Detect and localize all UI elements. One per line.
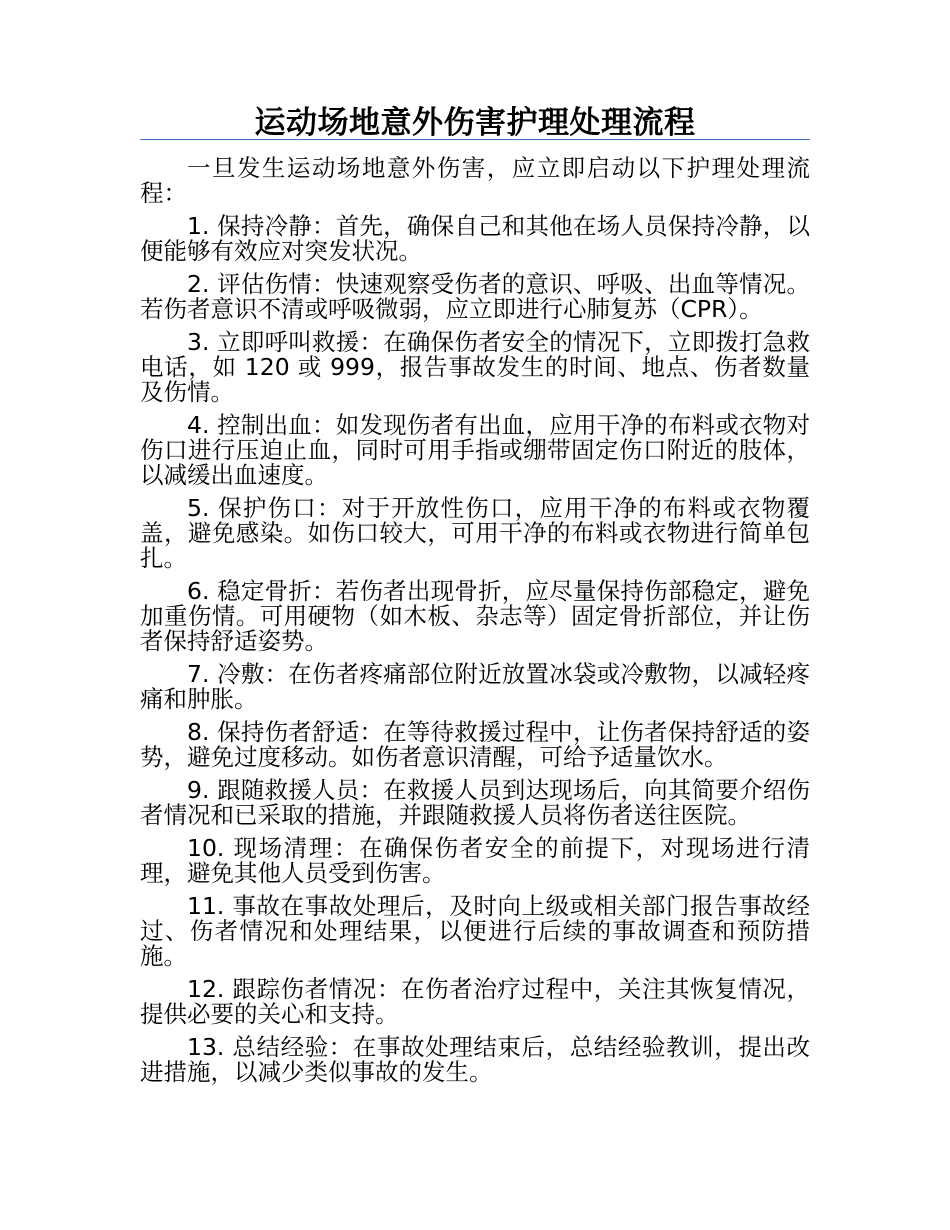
step-8-paragraph: 8. 保持伤者舒适：在等待救援过程中，让伤者保持舒适的姿势，避免过度移动。如伤者意识清醒，可给予适量饮水。 bbox=[140, 718, 810, 771]
step-10-paragraph: 10. 现场清理：在确保伤者安全的前提下，对现场进行清理，避免其他人员受到伤害。 bbox=[140, 834, 810, 887]
step-12-paragraph: 12. 跟踪伤者情况：在伤者治疗过程中，关注其恢复情况，提供必要的关心和支持。 bbox=[140, 975, 810, 1028]
step-1-paragraph: 1. 保持冷静：首先，确保自己和其他在场人员保持冷静，以便能够有效应对突发状况。 bbox=[140, 212, 810, 265]
intro-paragraph: 一旦发生运动场地意外伤害，应立即启动以下护理处理流程： bbox=[140, 154, 810, 207]
step-7-paragraph: 7. 冷敷：在伤者疼痛部位附近放置冰袋或冷敷物，以减轻疼痛和肿胀。 bbox=[140, 660, 810, 713]
step-3-paragraph: 3. 立即呼叫救援：在确保伤者安全的情况下，立即拨打急救电话，如 120 或 999，报告事故发生的时间、地点、伤者数量及伤情。 bbox=[140, 328, 810, 406]
document-body bbox=[140, 156, 810, 1093]
step-6-paragraph: 6. 稳定骨折：若伤者出现骨折，应尽量保持伤部稳定，避免加重伤情。可用硬物（如木板、杂志等）固定骨折部位，并让伤者保持舒适姿势。 bbox=[140, 577, 810, 655]
step-4-paragraph: 4. 控制出血：如发现伤者有出血，应用干净的布料或衣物对伤口进行压迫止血，同时可用手指或绷带固定伤口附近的肢体，以减缓出血速度。 bbox=[140, 411, 810, 489]
title-underline bbox=[140, 139, 810, 140]
step-13-paragraph: 13. 总结经验：在事故处理结束后，总结经验教训，提出改进措施，以减少类似事故的发生。 bbox=[140, 1033, 810, 1086]
document-title: 运动场地意外伤害护理处理流程 bbox=[254, 105, 696, 141]
step-11-paragraph: 11. 事故在事故处理后，及时向上级或相关部门报告事故经过、伤者情况和处理结果，以便进行后续的事故调查和预防措施。 bbox=[140, 892, 810, 970]
step-5-paragraph: 5. 保护伤口：对于开放性伤口，应用干净的布料或衣物覆盖，避免感染。如伤口较大，可用干净的布料或衣物进行简单包扎。 bbox=[140, 494, 810, 572]
step-9-paragraph: 9. 跟随救援人员：在救援人员到达现场后，向其简要介绍伤者情况和已采取的措施，并跟随救援人员将伤者送往医院。 bbox=[140, 776, 810, 829]
step-2-paragraph: 2. 评估伤情：快速观察受伤者的意识、呼吸、出血等情况。若伤者意识不清或呼吸微弱，应立即进行心肺复苏（CPR）。 bbox=[140, 270, 810, 323]
